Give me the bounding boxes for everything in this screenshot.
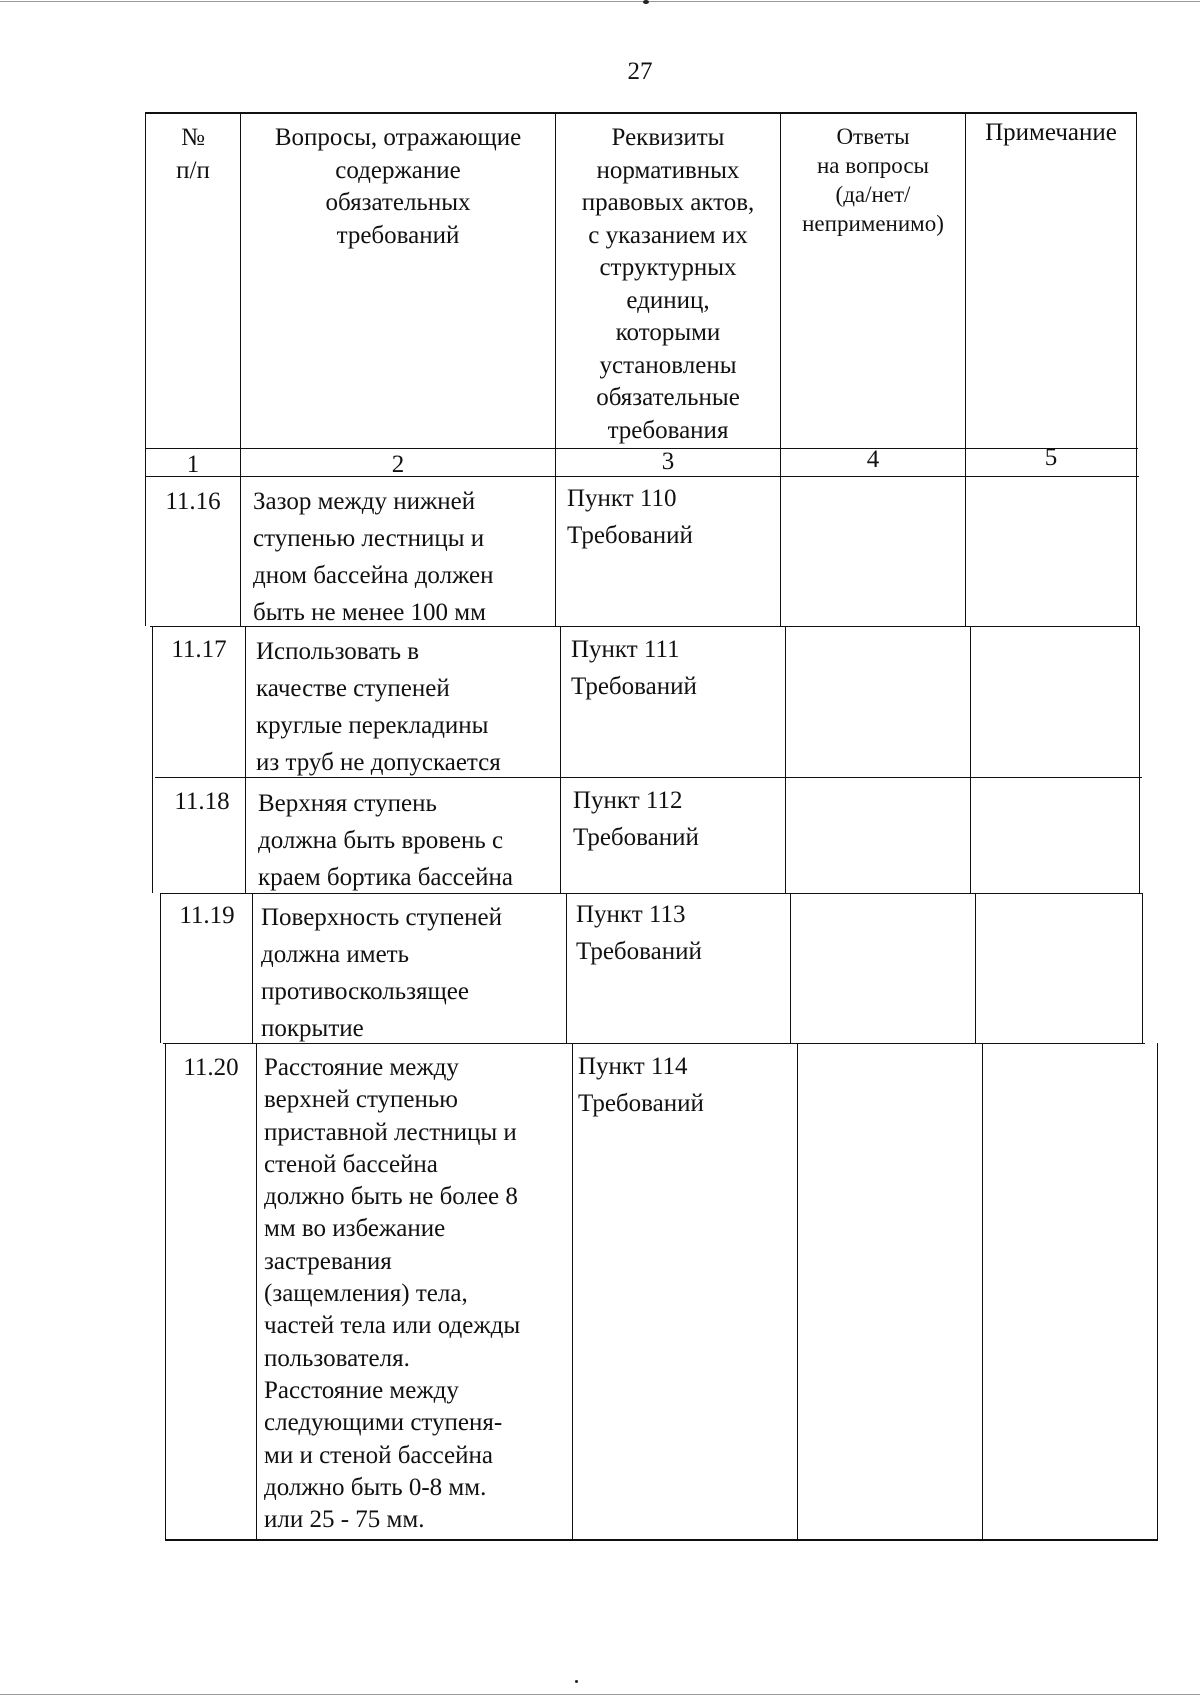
question-text: Использовать в качестве ступеней круглые перекладины из труб не допускается <box>256 638 501 776</box>
note-cell[interactable] <box>976 896 1142 1036</box>
answer-cell[interactable] <box>786 780 970 888</box>
col-border <box>572 1043 573 1540</box>
scan-top-edge <box>0 1 1200 2</box>
question-text: Верхняя ступень должна быть вровень с краем бортика бассейна <box>258 790 513 891</box>
row-number: 11.18 <box>174 788 230 815</box>
header-answers: Ответы на вопросы (да/нет/ неприменимо) <box>802 124 944 236</box>
column-number: 3 <box>661 448 675 475</box>
header-legal-references: Реквизиты нормативных правовых актов, с указанием их структурных единиц, которыми установлены обязательные требования <box>581 124 755 444</box>
answer-cell[interactable] <box>781 480 965 620</box>
col-border <box>566 893 567 1043</box>
column-number: 1 <box>186 451 200 478</box>
col-border <box>1136 112 1137 626</box>
col-border <box>145 112 146 626</box>
note-cell[interactable] <box>966 480 1136 620</box>
column-number: 5 <box>1044 444 1058 471</box>
header-note: Примечание <box>985 119 1117 146</box>
legal-reference: Пункт 112 Требований <box>573 787 699 851</box>
row-number: 11.20 <box>183 1054 239 1081</box>
answer-cell[interactable] <box>786 630 970 770</box>
column-number: 4 <box>866 446 880 473</box>
answer-cell[interactable] <box>798 1046 982 1536</box>
note-cell[interactable] <box>971 630 1139 770</box>
legal-reference: Пункт 110 Требований <box>567 485 693 549</box>
header-questions: Вопросы, отражающие содержание обязательных требований <box>274 124 522 249</box>
col-border <box>256 1043 257 1540</box>
legal-reference: Пункт 114 Требований <box>578 1053 704 1117</box>
row-number: 11.16 <box>165 488 221 515</box>
col-border <box>245 626 246 893</box>
col-border <box>152 626 153 893</box>
note-cell[interactable] <box>971 780 1139 888</box>
header-number: № п/п <box>176 124 210 184</box>
legal-reference: Пункт 113 Требований <box>576 901 702 965</box>
col-border <box>1142 893 1143 1043</box>
answer-cell[interactable] <box>791 896 975 1036</box>
question-text: Поверхность ступеней должна иметь противоскользящее покрытие <box>261 904 503 1042</box>
question-text: Зазор между нижней ступенью лестницы и дном бассейна должен быть не менее 100 мм <box>253 488 494 626</box>
legal-reference: Пункт 111 Требований <box>571 636 697 700</box>
page-number: 27 <box>627 58 653 85</box>
note-cell[interactable] <box>983 1046 1157 1536</box>
column-number: 2 <box>391 451 405 478</box>
scan-bottom-edge <box>0 1694 1200 1695</box>
table-top-border <box>145 112 1137 114</box>
row-number: 11.19 <box>179 902 235 929</box>
row-number: 11.17 <box>171 636 227 663</box>
col-border <box>1157 1043 1158 1540</box>
table-bottom-border <box>165 1539 1158 1541</box>
scan-speck <box>643 0 649 4</box>
col-border <box>1139 626 1140 893</box>
question-text: Расстояние между верхней ступенью приставной лестницы и стеной бассейна должно быть не более 8 мм во избежание застревания (защемления) тела, частей тела или одежды пользователя. Расстояние между следующими ступеня- ми и стеной бассейна должно быть 0-8 мм. или 25 - 75 мм. <box>264 1054 521 1534</box>
scan-speck <box>575 1680 578 1683</box>
col-border <box>165 1043 166 1540</box>
